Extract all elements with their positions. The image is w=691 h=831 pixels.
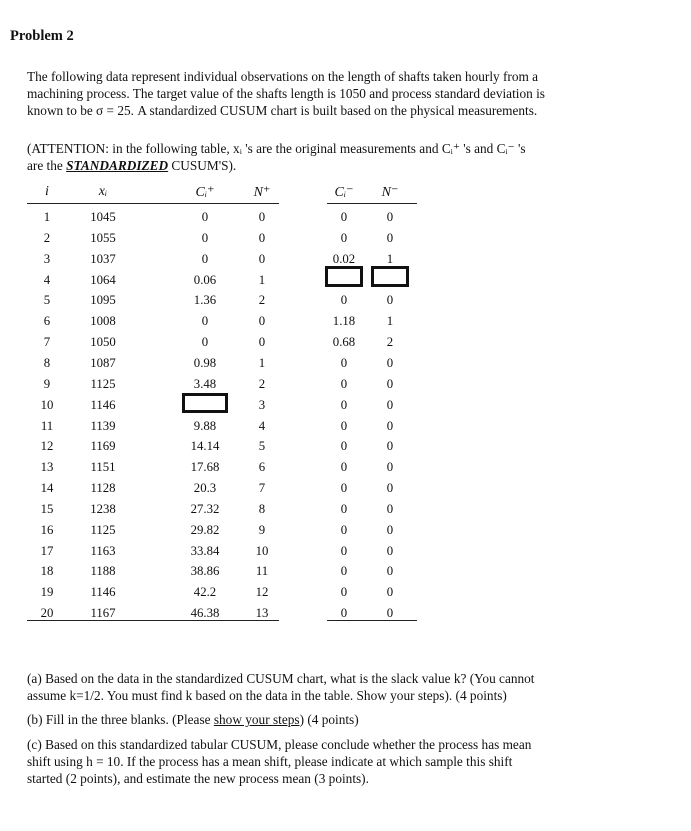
cell-i: 19 [40, 585, 54, 600]
cell-x: 1238 [90, 501, 116, 516]
question-a-line: (a) Based on the data in the standardized CUSUM chart, what is the slack value k? (You cannot [27, 671, 535, 686]
cell-n-minus: 0 [386, 376, 394, 391]
cell-i: 6 [43, 314, 51, 329]
cell-c-plus: 0 [201, 230, 209, 245]
header-x: xᵢ [98, 184, 108, 199]
cell-n-plus: 2 [258, 293, 266, 308]
cell-i: 7 [43, 335, 51, 350]
cell-c-plus: 1.36 [193, 293, 217, 308]
cell-i: 5 [43, 293, 51, 308]
cell-n-plus: 11 [255, 564, 269, 579]
question-b [27, 711, 637, 728]
cell-c-minus: 0 [340, 543, 348, 558]
cell-n-plus: 5 [258, 439, 266, 454]
cell-n-minus: 0 [386, 460, 394, 475]
cell-x: 1037 [90, 251, 116, 266]
standardized-emphasis: STANDARDIZED [66, 158, 169, 173]
cell-x: 1125 [90, 522, 116, 537]
cell-i: 3 [43, 251, 51, 266]
cell-x: 1008 [90, 314, 116, 329]
cell-n-minus: 0 [386, 397, 394, 412]
show-steps-underline: show your steps [213, 712, 300, 727]
cell-c-plus: 9.88 [193, 418, 217, 433]
cell-n-minus: 0 [386, 501, 394, 516]
cell-i: 4 [43, 272, 51, 287]
cell-x: 1128 [90, 481, 116, 496]
cell-x: 1163 [90, 543, 116, 558]
cell-n-minus: 1 [386, 251, 394, 266]
cell-n-plus: 0 [258, 314, 266, 329]
cell-c-minus: 0 [340, 397, 348, 412]
cell-i: 17 [40, 543, 54, 558]
problem-title: Problem 2 [10, 28, 74, 44]
cell-c-plus: 14.14 [190, 439, 220, 454]
cell-c-minus: 0.68 [332, 335, 356, 350]
cell-n-minus: 0 [386, 585, 394, 600]
cell-i: 1 [43, 210, 51, 224]
header-rule [27, 203, 279, 204]
cell-i: 14 [40, 481, 54, 496]
cell-n-minus: 1 [386, 314, 394, 329]
header-rule [327, 203, 417, 204]
cell-n-plus: 1 [258, 355, 266, 370]
attention-paragraph [27, 140, 627, 174]
intro-line: machining process. The target value of the shafts length is 1050 and process standard deviation is [27, 86, 545, 101]
cell-c-minus: 0 [340, 376, 348, 391]
cell-n-minus: 0 [386, 418, 394, 433]
cell-c-minus: 0 [340, 585, 348, 600]
cell-n-plus: 3 [258, 397, 266, 412]
cell-c-plus: 3.48 [193, 376, 217, 391]
cell-x: 1188 [90, 564, 116, 579]
header-n-minus: N⁻ [381, 185, 399, 200]
cell-c-plus: 27.32 [190, 501, 220, 516]
cell-n-plus: 13 [255, 606, 269, 621]
cell-x: 1045 [90, 210, 116, 224]
cell-x: 1167 [90, 606, 116, 621]
cell-c-plus: 42.2 [193, 585, 217, 600]
cell-x: 1151 [90, 460, 116, 475]
cell-i: 10 [40, 397, 54, 412]
cell-x: 1095 [90, 293, 116, 308]
cell-n-minus: 0 [386, 439, 394, 454]
cell-x: 1125 [90, 376, 116, 391]
cell-c-minus: 0 [340, 210, 348, 224]
cell-n-minus: 0 [386, 543, 394, 558]
question-c [27, 736, 637, 787]
cell-n-minus: 0 [386, 564, 394, 579]
cell-c-minus: 0 [340, 481, 348, 496]
attention-suffix: CUSUM'S). [168, 158, 237, 173]
intro-line: known to be σ = 25. A standardized CUSUM chart is built based on the physical measurements. [27, 103, 538, 118]
attention-prefix: are the [27, 158, 67, 173]
blank-n-minus-row4[interactable] [371, 266, 409, 287]
cell-x: 1169 [90, 439, 116, 454]
cell-c-plus: 0.98 [193, 355, 217, 370]
cell-n-plus: 0 [258, 251, 266, 266]
cell-n-minus: 0 [386, 481, 394, 496]
cell-c-minus: 0 [340, 606, 348, 621]
cell-i: 12 [40, 439, 54, 454]
cell-i: 18 [40, 564, 54, 579]
cell-c-plus: 0 [201, 251, 209, 266]
cell-i: 11 [40, 418, 54, 433]
table-bottom-rule [27, 620, 279, 621]
cell-n-plus: 0 [258, 335, 266, 350]
cell-c-plus: 29.82 [190, 522, 220, 537]
cell-n-plus: 12 [255, 585, 269, 600]
cell-x: 1064 [90, 272, 116, 287]
cell-n-minus: 0 [386, 230, 394, 245]
cell-c-plus: 46.38 [190, 606, 220, 621]
cell-c-minus: 0 [340, 501, 348, 516]
cell-n-minus: 2 [386, 335, 394, 350]
cell-c-minus: 1.18 [332, 314, 356, 329]
cell-n-minus: 0 [386, 355, 394, 370]
cell-c-minus: 0 [340, 460, 348, 475]
question-c-line: started (2 points), and estimate the new process mean (3 points). [27, 771, 369, 786]
cell-c-plus: 0 [201, 335, 209, 350]
cell-n-plus: 2 [258, 376, 266, 391]
cell-c-plus: 20.3 [193, 481, 217, 496]
cell-n-minus: 0 [386, 606, 394, 621]
cell-c-minus: 0 [340, 230, 348, 245]
intro-line: The following data represent individual observations on the length of shafts taken hourly from a [27, 69, 539, 84]
cell-c-minus: 0 [340, 418, 348, 433]
cell-i: 15 [40, 501, 54, 516]
cell-x: 1050 [90, 335, 116, 350]
cell-n-plus: 0 [258, 210, 266, 224]
question-c-line: (c) Based on this standardized tabular CUSUM, please conclude whether the process has mean [27, 737, 532, 752]
cell-c-plus: 33.84 [190, 543, 220, 558]
question-b-prefix: (b) Fill in the three blanks. (Please [27, 712, 214, 727]
question-a [27, 670, 637, 704]
cell-n-minus: 0 [386, 522, 394, 537]
cell-c-plus: 0.06 [193, 272, 217, 287]
cell-n-plus: 0 [258, 230, 266, 245]
question-b-suffix: ) (4 points) [299, 712, 359, 727]
header-c-plus: Cᵢ⁺ [195, 185, 215, 200]
cell-n-plus: 9 [258, 522, 266, 537]
cell-c-minus: 0 [340, 522, 348, 537]
cell-i: 16 [40, 522, 54, 537]
cell-c-minus: 0 [340, 439, 348, 454]
attention-line: (ATTENTION: in the following table, xᵢ 's are the original measurements and Cᵢ⁺ 's and Cᵢ⁻ 's [27, 141, 526, 156]
intro-paragraph [27, 68, 627, 119]
cell-c-plus: 0 [201, 314, 209, 329]
cell-c-minus: 0.02 [332, 251, 356, 266]
cell-c-plus: 38.86 [190, 564, 220, 579]
question-a-line: assume k=1/2. You must find k based on the data in the table. Show your steps). (4 points) [27, 688, 507, 703]
cell-c-plus: 17.68 [190, 460, 220, 475]
attention-line [27, 157, 627, 174]
header-c-minus: Cᵢ⁻ [334, 185, 354, 200]
cell-n-plus: 8 [258, 501, 266, 516]
cell-i: 13 [40, 460, 54, 475]
cell-c-minus: 0 [340, 293, 348, 308]
cell-x: 1146 [90, 585, 116, 600]
cell-n-plus: 7 [258, 481, 266, 496]
blank-c-minus-row4[interactable] [325, 266, 363, 287]
cell-i: 9 [43, 376, 51, 391]
question-c-line: shift using h = 10. If the process has a mean shift, please indicate at which sample this shift [27, 754, 513, 769]
cell-c-minus: 0 [340, 355, 348, 370]
cell-i: 2 [43, 230, 51, 245]
cell-n-minus: 0 [386, 293, 394, 308]
cell-i: 20 [40, 606, 54, 621]
cell-n-plus: 6 [258, 460, 266, 475]
header-n-plus: N⁺ [253, 185, 271, 200]
question-b-line [27, 711, 637, 728]
blank-c-plus-row10[interactable] [182, 393, 228, 413]
cell-i: 8 [43, 355, 51, 370]
cell-n-plus: 10 [255, 543, 269, 558]
cell-n-plus: 1 [258, 272, 266, 287]
cell-n-plus: 4 [258, 418, 266, 433]
cell-x: 1055 [90, 230, 116, 245]
cell-c-plus: 0 [201, 210, 209, 224]
header-i: i [45, 184, 49, 199]
cell-x: 1139 [90, 418, 116, 433]
cell-c-minus: 0 [340, 564, 348, 579]
cell-x: 1146 [90, 397, 116, 412]
cell-n-minus: 0 [386, 210, 394, 224]
cell-x: 1087 [90, 355, 116, 370]
